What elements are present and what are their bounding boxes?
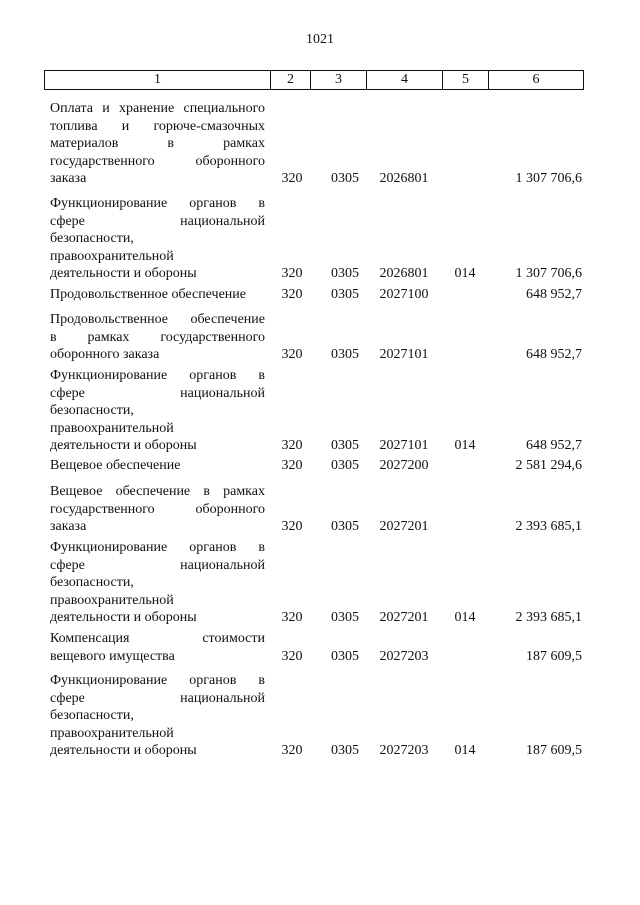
expense-type-code: 014 (454, 266, 476, 281)
header-col-1: 1 (45, 71, 271, 89)
description-line: государственного оборонного (50, 501, 265, 517)
description-line: Продовольственное обеспечение (50, 287, 246, 302)
ministry-code: 320 (281, 519, 303, 534)
description-line: деятельности и обороны (50, 438, 197, 453)
row-description (50, 630, 265, 665)
section-code: 0305 (331, 171, 359, 186)
amount: 2 581 294,6 (515, 458, 582, 473)
row-description (50, 286, 265, 304)
amount: 1 307 706,6 (515, 266, 582, 281)
description-line: Оплата и хранение специального (50, 101, 265, 116)
description-line: деятельности и обороны (50, 266, 197, 281)
section-code: 0305 (331, 458, 359, 473)
description-line: Компенсация стоимости (50, 631, 265, 646)
description-line: безопасности, (50, 403, 134, 418)
description-line: Функционирование органов в (50, 540, 265, 555)
description-line: сфере национальной (50, 385, 265, 401)
description-line: правоохранительной (50, 420, 174, 436)
target-article-code: 2027203 (379, 743, 429, 758)
amount: 1 307 706,6 (515, 171, 582, 186)
table-row (0, 311, 640, 364)
table-row (0, 483, 640, 536)
row-description (50, 483, 265, 536)
target-article-code: 2027101 (379, 438, 429, 453)
section-code: 0305 (331, 287, 359, 302)
amount: 648 952,7 (526, 438, 582, 453)
ministry-code: 320 (281, 347, 303, 362)
table-row (0, 539, 640, 627)
row-description (50, 311, 265, 364)
description-line: безопасности, (50, 231, 134, 246)
description-line: безопасности, (50, 575, 134, 590)
ministry-code: 320 (281, 610, 303, 625)
ministry-code: 320 (281, 458, 303, 473)
section-code: 0305 (331, 519, 359, 534)
section-code: 0305 (331, 648, 359, 664)
table-header (44, 70, 584, 90)
description-line: Функционирование органов в (50, 673, 265, 688)
target-article-code: 2026801 (379, 171, 429, 186)
description-line: заказа (50, 171, 87, 186)
row-description (50, 672, 265, 760)
target-article-code: 2027100 (379, 287, 429, 302)
description-line: вещевого имущества (50, 648, 175, 664)
row-description (50, 367, 265, 455)
ministry-code: 320 (281, 287, 303, 302)
description-line: Функционирование органов в (50, 368, 265, 383)
expense-type-code: 014 (454, 743, 476, 758)
ministry-code: 320 (281, 648, 303, 664)
target-article-code: 2027200 (379, 458, 429, 473)
page-number: 1021 (306, 32, 334, 47)
header-col-3: 3 (311, 71, 367, 89)
description-line: сфере национальной (50, 213, 265, 229)
description-line: оборонного заказа (50, 347, 160, 362)
table-row (0, 195, 640, 283)
description-line: Вещевое обеспечение в рамках (50, 484, 265, 499)
table-row (0, 672, 640, 760)
table-row (0, 367, 640, 455)
section-code: 0305 (331, 347, 359, 362)
header-col-6: 6 (532, 72, 540, 87)
section-code: 0305 (331, 610, 359, 625)
section-code: 0305 (331, 743, 359, 758)
description-line: правоохранительной (50, 592, 174, 608)
description-line: правоохранительной (50, 248, 174, 264)
section-code: 0305 (331, 438, 359, 453)
amount: 2 393 685,1 (515, 610, 582, 625)
target-article-code: 2027203 (379, 648, 429, 664)
description-line: сфере национальной (50, 557, 265, 573)
description-line: безопасности, (50, 708, 134, 723)
description-line: сфере национальной (50, 690, 265, 706)
target-article-code: 2027101 (379, 347, 429, 362)
expense-type-code: 014 (454, 438, 476, 453)
amount: 648 952,7 (526, 347, 582, 362)
table-row (0, 630, 640, 665)
ministry-code: 320 (281, 266, 303, 281)
description-line: правоохранительной (50, 725, 174, 741)
description-line: Продовольственное обеспечение (50, 312, 265, 327)
expense-type-code: 014 (454, 610, 476, 625)
table-row (0, 286, 640, 304)
description-line: государственного оборонного (50, 153, 265, 169)
row-description (50, 100, 265, 188)
description-line: материалов в рамках (50, 136, 265, 151)
amount: 187 609,5 (526, 648, 582, 664)
description-line: в рамках государственного (50, 329, 265, 345)
table-row (0, 100, 640, 188)
ministry-code: 320 (281, 438, 303, 453)
target-article-code: 2027201 (379, 519, 429, 534)
row-description (50, 195, 265, 283)
description-line: Вещевое обеспечение (50, 458, 181, 473)
ministry-code: 320 (281, 171, 303, 186)
amount: 648 952,7 (526, 287, 582, 302)
description-line: заказа (50, 519, 87, 534)
header-col-5: 5 (443, 71, 489, 89)
row-description (50, 539, 265, 627)
description-line: Функционирование органов в (50, 196, 265, 211)
header-col-2: 2 (271, 71, 311, 89)
target-article-code: 2026801 (379, 266, 429, 281)
target-article-code: 2027201 (379, 610, 429, 625)
amount: 2 393 685,1 (515, 519, 582, 534)
row-description (50, 457, 265, 475)
description-line: деятельности и обороны (50, 610, 197, 625)
header-col-4: 4 (367, 71, 443, 89)
description-line: топлива и горюче-смазочных (50, 118, 265, 134)
ministry-code: 320 (281, 743, 303, 758)
section-code: 0305 (331, 266, 359, 281)
description-line: деятельности и обороны (50, 743, 197, 758)
amount: 187 609,5 (526, 743, 582, 758)
table-row (0, 457, 640, 475)
